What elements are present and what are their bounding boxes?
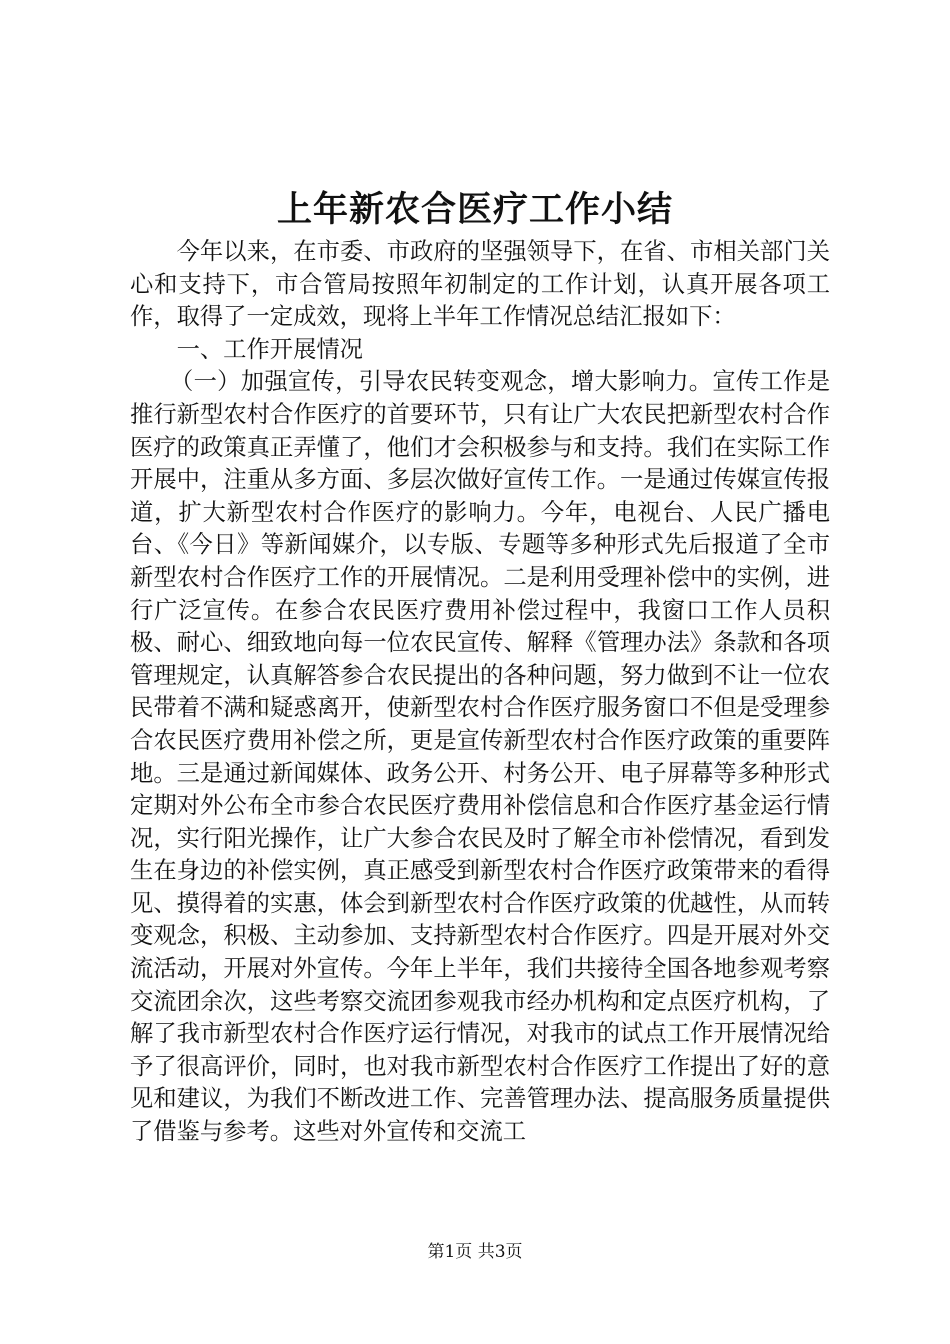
section-paragraph: （一）加强宣传，引导农民转变观念，增大影响力。宣传工作是推行新型农村合作医疗的首要环节，只有让广大农民把新型农村合作医疗的政策真正弄懂了，他们才会积极参与和支持。我们在实际工作开展中，注重从多方面、多层次做好宣传工作。一是通过传媒宣传报道，扩大新型农村合作医疗的影响力。今年，电视台、人民广播电台、《今日》等新闻媒介，以专版、专题等多种形式先后报道了全市新型农村合作医疗工作的开展情况。二是利用受理补偿中的实例，进行广泛宣传。在参合农民医疗费用补偿过程中，我窗口工作人员积极、耐心、细致地向每一位农民宣传、解释《管理办法》条款和各项管理规定，认真解答参合农民提出的各种问题，努力做到不让一位农民带着不满和疑惑离开，使新型农村合作医疗服务窗口不但是受理参合农民医疗费用补偿之所，更是宣传新型农村合作医疗政策的重要阵地。三是通过新闻媒体、政务公开、村务公开、电子屏幕等多种形式定期对外公布全市参合农民医疗费用补偿信息和合作医疗基金运行情况，实行阳光操作，让广大参合农民及时了解全市补偿情况，看到发生在身边的补偿实例，真正感受到新型农村合作医疗政策带来的看得见、摸得着的实惠，体会到新型农村合作医疗政策的优越性，从而转变观念，积极、主动参加、支持新型农村合作医疗。四是开展对外交流活动，开展对外宣传。今年上半年，我们共接待全国各地参观考察交流团余次，这些考察交流团参观我市经办机构和定点医疗机构，了解了我市新型农村合作医疗运行情况，对我市的试点工作开展情况给予了很高评价，同时，也对我市新型农村合作医疗工作提出了好的意见和建议，为我们不断改进工作、完善管理办法、提高服务质量提供了借鉴与参考。这些对外宣传和交流工: [130, 368, 830, 1146]
document-title: 上年新农合医疗工作小结: [276, 189, 673, 230]
section-heading: 一、工作开展情况: [176, 335, 363, 363]
document-body: [130, 236, 830, 1149]
page-number: 第1页 共3页: [427, 1242, 523, 1262]
intro-paragraph: 今年以来，在市委、市政府的坚强领导下，在省、市相关部门关心和支持下，市合管局按照年初制定的工作计划，认真开展各项工作，取得了一定成效，现将上半年工作情况总结汇报如下：: [130, 238, 830, 331]
